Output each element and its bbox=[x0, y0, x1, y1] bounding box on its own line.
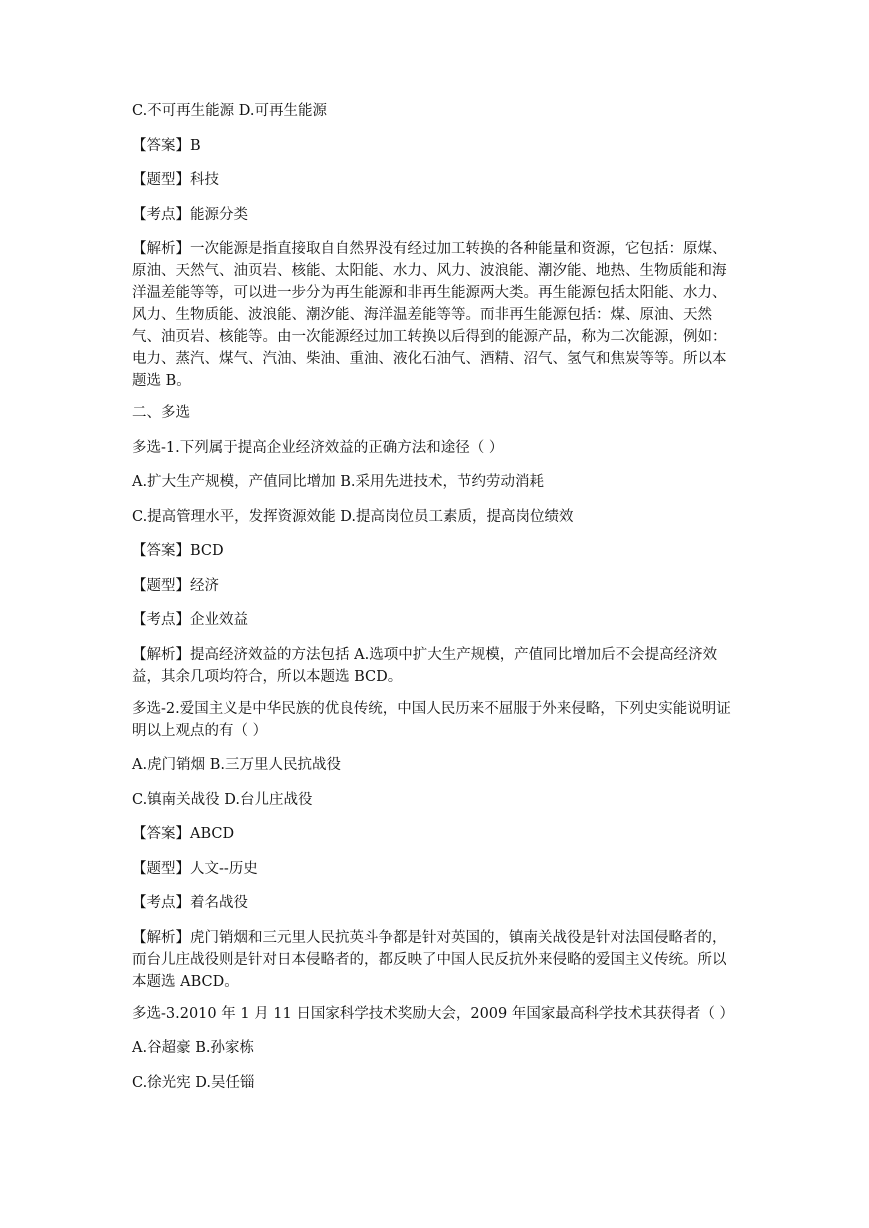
option-line: C.徐光宪 D.吴任锱 bbox=[132, 1074, 255, 1091]
topic-line: 【考点】企业效益 bbox=[132, 612, 248, 628]
topic-line: 【考点】能源分类 bbox=[132, 206, 248, 223]
explanation-paragraph: 【解析】一次能源是指直接取自自然界没有经过加工转换的各种能量和资源，它包括：原煤、原油、天然气、油页岩、核能、太阳能、水力、风力、波浪能、潮汐能、地热、生物质能和海洋温差能等等，可以进一步分为再生能源和非再生能源两大类。再生能源包括太阳能、水力、风力、生物质能、波浪能、潮汐能、海洋温差能等等。而非再生能源包括：煤、原油、天然气、油页岩、核能等。由一次能源经过加工转换以后得到的能源产品，称为二次能源，例如：电力、蒸汽、煤气、汽油、柴油、重油、液化石油气、酒精、沼气、氢气和焦炭等等。所以本题选 B。 bbox=[132, 241, 727, 389]
answer-line: 【答案】B bbox=[132, 137, 201, 154]
document-page bbox=[132, 100, 738, 1106]
question-type-line: 【题型】人文--历史 bbox=[132, 860, 258, 877]
option-line: A.谷超豪 B.孙家栋 bbox=[132, 1040, 254, 1056]
question-stem: 多选-3.2010 年 1 月 11 日国家科学技术奖励大会，2009 年国家最高科学技术其获得者（ ） bbox=[132, 1005, 734, 1022]
answer-line: 【答案】BCD bbox=[132, 543, 224, 559]
topic-line: 【考点】着名战役 bbox=[132, 895, 248, 911]
question-type-line: 【题型】经济 bbox=[132, 577, 219, 594]
question-stem: 多选-2.爱国主义是中华民族的优良传统，中国人民历来不屈服于外来侵略，下列史实能说明证明以上观点的有（ ） bbox=[132, 700, 731, 739]
explanation-paragraph: 【解析】提高经济效益的方法包括 A.选项中扩大生产规模，产值同比增加后不会提高经济效益，其余几项均符合，所以本题选 BCD。 bbox=[132, 646, 718, 685]
answer-line: 【答案】ABCD bbox=[132, 826, 235, 842]
option-line: A.扩大生产规模，产值同比增加 B.采用先进技术，节约劳动消耗 bbox=[132, 474, 544, 490]
question-stem: 多选-1.下列属于提高企业经济效益的正确方法和途径（ ） bbox=[132, 439, 504, 456]
explanation-paragraph: 【解析】虎门销烟和三元里人民抗英斗争都是针对英国的，镇南关战役是针对法国侵略者的，而台儿庄战役则是针对日本侵略者的，都反映了中国人民反抗外来侵略的爱国主义传统。所以本题选 ABCD。 bbox=[132, 929, 727, 990]
section-heading: 二、多选 bbox=[132, 405, 190, 421]
option-line: C.镇南关战役 D.台儿庄战役 bbox=[132, 791, 313, 808]
question-type-line: 【题型】科技 bbox=[132, 172, 219, 188]
option-line: C.提高管理水平，发挥资源效能 D.提高岗位员工素质，提高岗位绩效 bbox=[132, 508, 574, 525]
option-line: C.不可再生能源 D.可再生能源 bbox=[132, 103, 328, 119]
option-line: A.虎门销烟 B.三万里人民抗战役 bbox=[132, 757, 341, 773]
